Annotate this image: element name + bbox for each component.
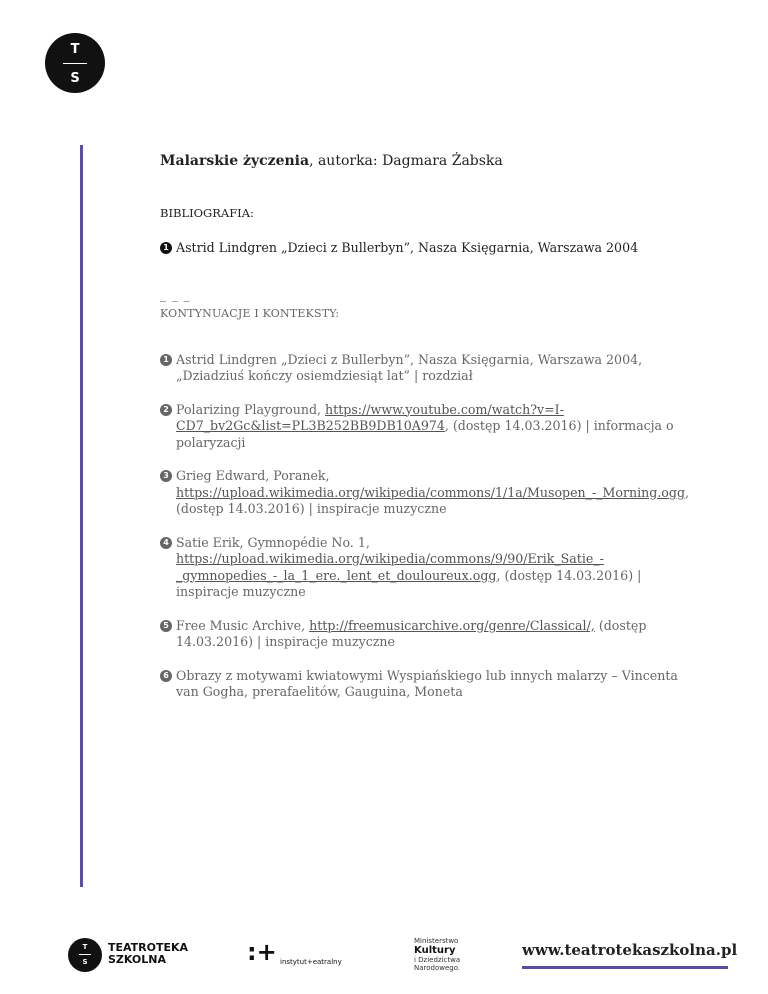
- list-item: [160, 618, 690, 651]
- list-item-prefix: Grieg Edward, Poranek,: [176, 468, 330, 483]
- title-bold: Malarskie życzenia: [160, 153, 310, 169]
- title-author: , autorka: Dagmara Żabska: [309, 153, 503, 169]
- footer-logo-letter-t: T: [82, 943, 88, 951]
- instytut-teatralny-text: instytut+eatralny: [280, 958, 342, 966]
- wikimedia-link-satie[interactable]: https://upload.wikimedia.org/wikipedia/commons/9/90/Erik_Satie_-_gymnopedies_-_la_1_ere._lent_et_douloureux.ogg: [176, 551, 604, 583]
- list-item-suffix: , (dostęp 14.03.2016) | inspiracje muzyczne: [176, 567, 642, 599]
- list-item-prefix: Satie Erik, Gymnopédie No. 1,: [176, 534, 370, 550]
- brand-line-2: SZKOLNA: [108, 953, 167, 966]
- list-item-text: Astrid Lindgren „Dzieci z Bullerbyn”, Nasza Księgarnia, Warszawa 2004, „Dziadziuś kończy osiemdziesiąt lat” | rozdział: [176, 351, 643, 383]
- footer-brand-name: [108, 942, 188, 966]
- number-badge-icon: 2: [160, 404, 172, 416]
- page-footer: [0, 930, 768, 980]
- youtube-link[interactable]: https://www.youtube.com/watch?v=I-CD7_bv2Gc&list=PL3B252BB9DB10A974: [176, 401, 564, 433]
- ministry-logo: [414, 937, 460, 972]
- number-badge-icon: 3: [160, 470, 172, 482]
- footer-logo-letter-s: S: [82, 958, 88, 966]
- list-item-prefix: Free Music Archive,: [176, 617, 310, 633]
- bibliography-header: BIBLIOGRAFIA:: [160, 206, 254, 220]
- list-item-suffix: , (dostęp 14.03.2016) | informacja o polaryzacji: [176, 418, 674, 450]
- ministry-line-2: Kultury: [414, 945, 456, 956]
- logo-letter-s: S: [70, 71, 80, 86]
- number-badge-icon: 5: [160, 620, 172, 632]
- bibliography-item: [160, 240, 690, 257]
- brand-line-1: TEATROTEKA: [108, 941, 189, 954]
- list-item: [160, 402, 690, 452]
- logo-divider: [63, 63, 87, 64]
- document-title: [160, 153, 690, 170]
- list-item-text: Obrazy z motywami kwiatowymi Wyspiańskiego lub innych malarzy – Vincenta van Gogha, prerafaelitów, Gauguina, Moneta: [176, 667, 678, 699]
- list-item: [160, 468, 690, 518]
- teatroteka-logo: [45, 33, 105, 93]
- ministry-line-1: Ministerstwo: [414, 937, 459, 945]
- footer-logo: [68, 938, 102, 972]
- list-item: [160, 352, 690, 385]
- separator: _ _ _: [160, 287, 191, 302]
- list-item: [160, 535, 690, 601]
- logo-letter-t: T: [70, 42, 80, 57]
- wikimedia-link-grieg[interactable]: https://upload.wikimedia.org/wikipedia/commons/1/1a/Musopen_-_Morning.ogg: [176, 484, 686, 500]
- document-body: [160, 148, 690, 701]
- footer-logo-divider: [79, 954, 91, 955]
- accent-side-bar: [80, 145, 83, 887]
- list-item-prefix: Polarizing Playground,: [176, 401, 326, 417]
- free-music-archive-link[interactable]: http://freemusicarchive.org/genre/Classical/,: [309, 617, 595, 633]
- number-badge-icon: 6: [160, 670, 172, 682]
- bibliography-item-text: Astrid Lindgren „Dzieci z Bullerbyn”, Nasza Księgarnia, Warszawa 2004: [176, 240, 639, 255]
- list-item: [160, 668, 690, 701]
- continuations-header: KONTYNUACJE I KONTEKSTY:: [160, 306, 340, 320]
- number-badge-icon: 4: [160, 537, 172, 549]
- url-underline: [522, 966, 728, 969]
- website-url[interactable]: www.teatrotekaszkolna.pl: [522, 941, 738, 959]
- list-item-suffix: , (dostęp 14.03.2016) | inspiracje muzyczne: [176, 484, 690, 516]
- ministry-line-3: i Dziedzictwa: [414, 956, 461, 964]
- number-badge-icon: 1: [160, 242, 172, 254]
- ministry-line-4: Narodowego.: [414, 964, 461, 972]
- instytut-teatralny-logo-icon: :+: [247, 938, 277, 966]
- number-badge-icon: 1: [160, 354, 172, 366]
- list-item-suffix: (dostęp 14.03.2016) | inspiracje muzyczne: [176, 617, 647, 649]
